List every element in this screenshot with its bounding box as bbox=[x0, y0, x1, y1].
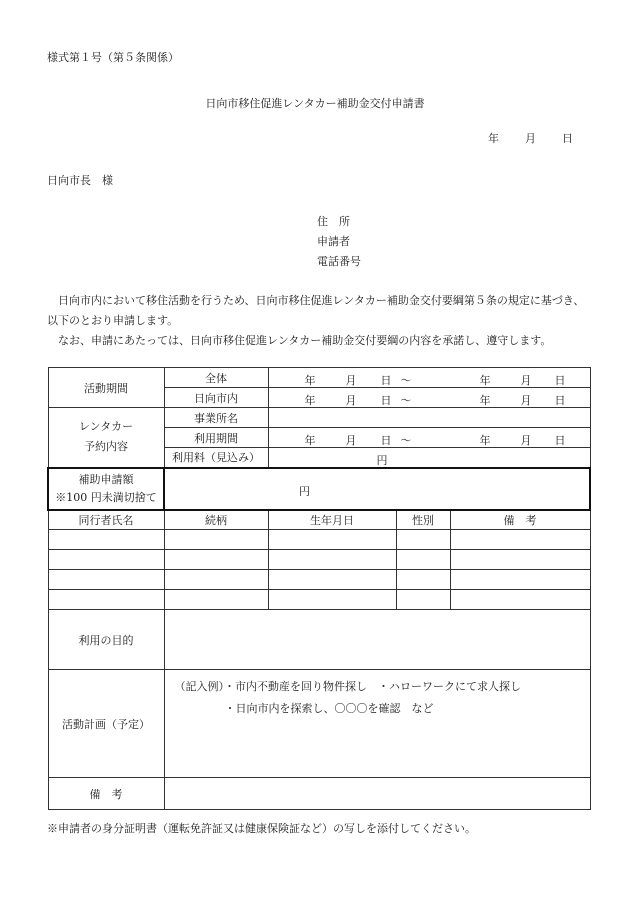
companion-header-name: 同行者氏名 bbox=[48, 510, 164, 530]
body-paragraph-2: なお、申請にあたっては、日向市移住促進レンタカー補助金交付要綱の内容を承諾し、遵守します。 bbox=[58, 334, 552, 347]
date-year: 年 bbox=[488, 132, 499, 145]
fee-label: 利用料（見込み） bbox=[164, 448, 268, 468]
body-text bbox=[47, 291, 587, 351]
date-month: 月 bbox=[525, 132, 536, 145]
date-day: 日 bbox=[562, 132, 573, 145]
rental-label: レンタカー 予約内容 bbox=[48, 408, 164, 468]
body-paragraph-1: 日向市内において移住活動を行うため、日向市移住促進レンタカー補助金交付要綱第５条の規定に基づき、以下のとおり申請します。 bbox=[47, 294, 585, 327]
companion-header-gender: 性別 bbox=[396, 510, 450, 530]
in-city-label: 日向市内 bbox=[164, 388, 268, 408]
date-line bbox=[488, 130, 573, 146]
application-table bbox=[47, 367, 591, 810]
footnote: ※申請者の身分証明書（運転免許証又は健康保険証など）の写しを添付してください。 bbox=[47, 822, 476, 835]
plan-example-line-2: ・日向市内を探索し、〇〇〇を確認 など bbox=[224, 702, 434, 715]
companion-header-birthdate: 生年月日 bbox=[268, 510, 396, 530]
plan-label: 活動計画（予定） bbox=[48, 670, 164, 778]
addressee: 日向市長 様 bbox=[47, 174, 113, 187]
table-row bbox=[48, 550, 590, 570]
phone-label: 電話番号 bbox=[317, 255, 361, 268]
purpose-field[interactable] bbox=[164, 610, 590, 670]
subsidy-label: 補助申請額 ※100 円未満切捨て bbox=[48, 468, 164, 510]
plan-field[interactable] bbox=[164, 670, 590, 778]
table-row bbox=[48, 590, 590, 610]
applicant-block bbox=[317, 212, 361, 272]
remarks-field[interactable] bbox=[164, 778, 590, 810]
fee-field[interactable]: 円 bbox=[268, 448, 590, 468]
use-period-field[interactable]: 年 月 日 ～ 年 月 日 bbox=[268, 428, 590, 448]
use-period-label: 利用期間 bbox=[164, 428, 268, 448]
office-label: 事業所名 bbox=[164, 408, 268, 428]
plan-example-line-1: （記入例）・市内不動産を回り物件探し ・ハローワークにて求人探し bbox=[174, 680, 521, 693]
in-city-period-field[interactable]: 年 月 日 ～ 年 月 日 bbox=[268, 388, 590, 408]
subsidy-amount-field[interactable]: 円 bbox=[164, 468, 590, 510]
address-label: 住 所 bbox=[317, 215, 350, 228]
overall-label: 全体 bbox=[164, 368, 268, 388]
companion-header-relation: 続柄 bbox=[164, 510, 268, 530]
remarks-label: 備 考 bbox=[48, 778, 164, 810]
applicant-label: 申請者 bbox=[317, 235, 350, 248]
table-row bbox=[48, 570, 590, 590]
office-field[interactable] bbox=[268, 408, 590, 428]
period-label: 活動期間 bbox=[48, 368, 164, 408]
overall-period-field[interactable]: 年 月 日 ～ 年 月 日 bbox=[268, 368, 590, 388]
document-title: 日向市移住促進レンタカー補助金交付申請書 bbox=[205, 97, 425, 110]
companion-header-remarks: 備 考 bbox=[450, 510, 590, 530]
purpose-label: 利用の目的 bbox=[48, 610, 164, 670]
table-row bbox=[48, 530, 590, 550]
form-number: 様式第１号（第５条関係） bbox=[47, 51, 179, 64]
